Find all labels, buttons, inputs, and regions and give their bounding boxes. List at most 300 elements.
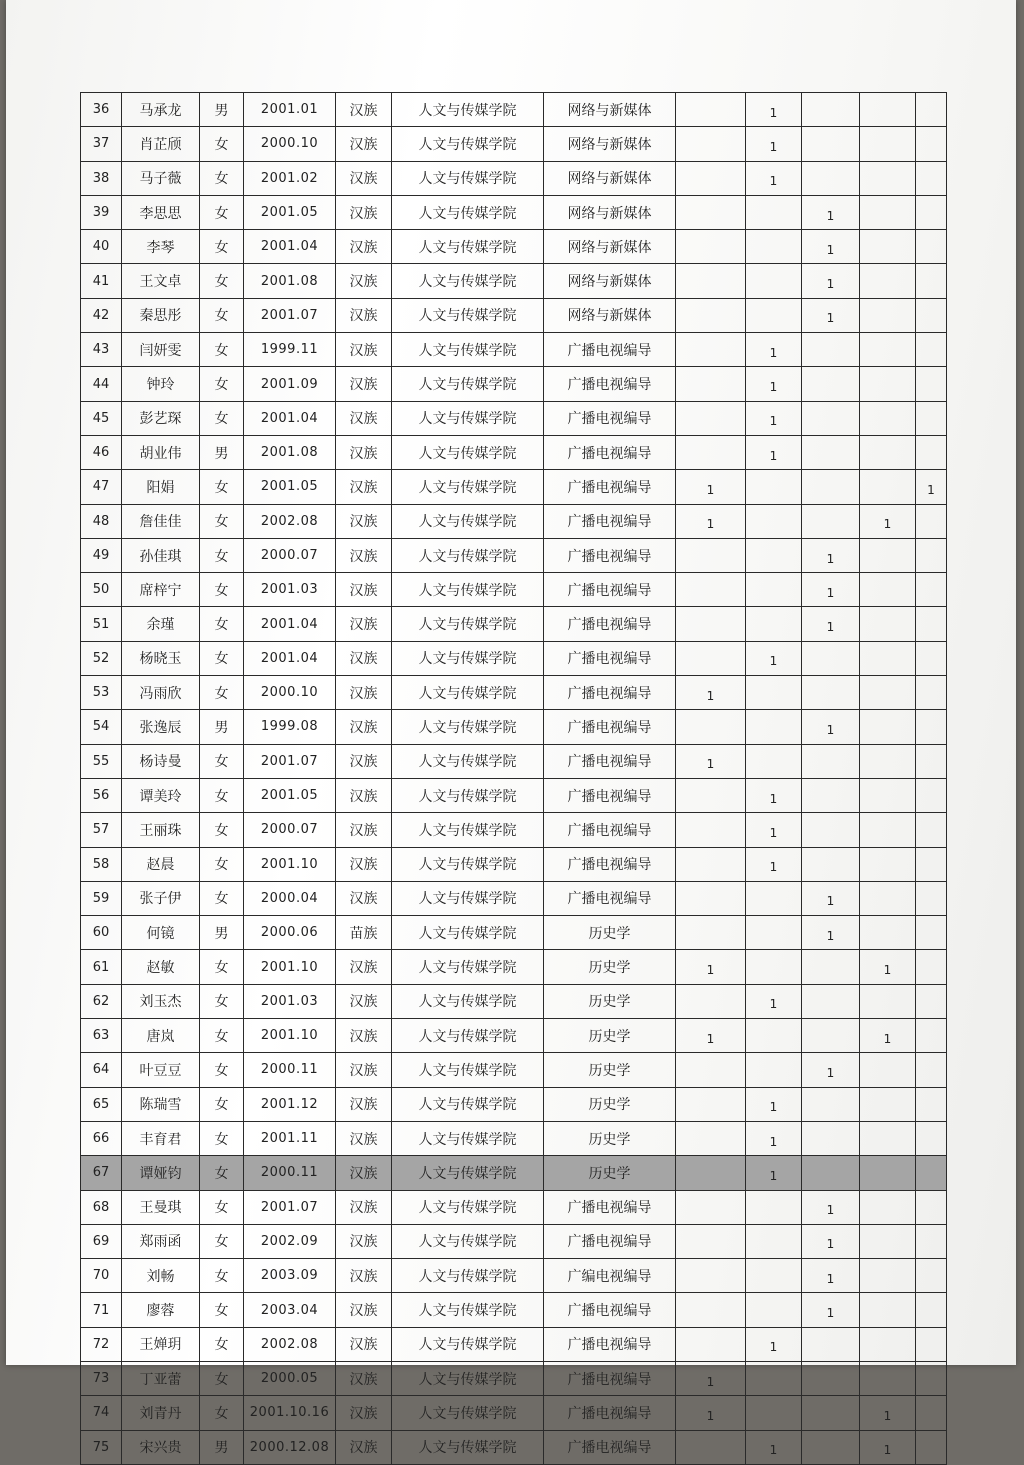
mark-col-4 xyxy=(860,127,916,161)
student-gender: 女 xyxy=(200,813,244,847)
college-name: 人文与传媒学院 xyxy=(392,881,544,915)
mark-col-2: 1 xyxy=(746,367,802,401)
mark-col-4 xyxy=(860,470,916,504)
mark-col-2 xyxy=(746,1396,802,1430)
mark-col-4 xyxy=(860,333,916,367)
mark-col-4 xyxy=(860,813,916,847)
birth-date: 2001.10 xyxy=(244,847,336,881)
table-row xyxy=(81,1087,947,1121)
major-name: 网络与新媒体 xyxy=(544,298,676,332)
student-name: 李思思 xyxy=(122,195,200,229)
mark-col-5 xyxy=(916,676,947,710)
mark-col-5 xyxy=(916,264,947,298)
ethnicity: 汉族 xyxy=(336,93,392,127)
mark-col-3 xyxy=(802,676,860,710)
mark-col-1 xyxy=(676,847,746,881)
major-name: 广播电视编导 xyxy=(544,1224,676,1258)
major-name: 广播电视编导 xyxy=(544,778,676,812)
mark-col-3 xyxy=(802,1396,860,1430)
student-name: 席梓宁 xyxy=(122,573,200,607)
mark-col-5 xyxy=(916,1430,947,1464)
mark-col-5 xyxy=(916,1121,947,1155)
student-gender: 女 xyxy=(200,676,244,710)
mark-col-4 xyxy=(860,538,916,572)
mark-col-3: 1 xyxy=(802,710,860,744)
ethnicity: 汉族 xyxy=(336,298,392,332)
birth-date: 2001.09 xyxy=(244,367,336,401)
student-name: 刘畅 xyxy=(122,1259,200,1293)
student-gender: 男 xyxy=(200,916,244,950)
mark-col-3: 1 xyxy=(802,1259,860,1293)
mark-col-1: 1 xyxy=(676,744,746,778)
table-row xyxy=(81,676,947,710)
birth-date: 2001.05 xyxy=(244,778,336,812)
row-number: 64 xyxy=(81,1053,122,1087)
mark-col-3 xyxy=(802,161,860,195)
mark-col-4 xyxy=(860,1259,916,1293)
table-row xyxy=(81,230,947,264)
mark-col-3 xyxy=(802,504,860,538)
mark-col-1 xyxy=(676,333,746,367)
mark-col-5 xyxy=(916,1019,947,1053)
student-gender: 女 xyxy=(200,161,244,195)
student-name: 詹佳佳 xyxy=(122,504,200,538)
major-name: 网络与新媒体 xyxy=(544,264,676,298)
student-gender: 女 xyxy=(200,1361,244,1395)
mark-col-3 xyxy=(802,1361,860,1395)
mark-col-3 xyxy=(802,847,860,881)
mark-col-4 xyxy=(860,230,916,264)
college-name: 人文与传媒学院 xyxy=(392,470,544,504)
major-name: 广播电视编导 xyxy=(544,1190,676,1224)
student-gender: 女 xyxy=(200,264,244,298)
mark-col-1 xyxy=(676,1121,746,1155)
college-name: 人文与传媒学院 xyxy=(392,573,544,607)
birth-date: 2001.07 xyxy=(244,744,336,778)
mark-col-3 xyxy=(802,1327,860,1361)
birth-date: 2000.12.08 xyxy=(244,1430,336,1464)
mark-col-3 xyxy=(802,1121,860,1155)
mark-col-3 xyxy=(802,333,860,367)
mark-col-2 xyxy=(746,1361,802,1395)
birth-date: 2001.01 xyxy=(244,93,336,127)
college-name: 人文与传媒学院 xyxy=(392,1396,544,1430)
table-row xyxy=(81,401,947,435)
table-row xyxy=(81,504,947,538)
mark-col-2: 1 xyxy=(746,1087,802,1121)
mark-col-5 xyxy=(916,573,947,607)
mark-col-5 xyxy=(916,710,947,744)
mark-col-4 xyxy=(860,641,916,675)
mark-col-4 xyxy=(860,435,916,469)
student-name: 郑雨函 xyxy=(122,1224,200,1258)
student-gender: 女 xyxy=(200,1224,244,1258)
mark-col-1 xyxy=(676,1430,746,1464)
student-name: 彭艺琛 xyxy=(122,401,200,435)
birth-date: 2001.04 xyxy=(244,641,336,675)
mark-col-2 xyxy=(746,538,802,572)
mark-col-3 xyxy=(802,470,860,504)
mark-col-5 xyxy=(916,1327,947,1361)
mark-col-5 xyxy=(916,641,947,675)
row-number: 72 xyxy=(81,1327,122,1361)
mark-col-4 xyxy=(860,93,916,127)
mark-col-4 xyxy=(860,847,916,881)
student-gender: 女 xyxy=(200,1121,244,1155)
mark-col-1 xyxy=(676,367,746,401)
table-row xyxy=(81,744,947,778)
college-name: 人文与传媒学院 xyxy=(392,195,544,229)
mark-col-3: 1 xyxy=(802,298,860,332)
row-number: 43 xyxy=(81,333,122,367)
mark-col-4 xyxy=(860,1327,916,1361)
student-gender: 女 xyxy=(200,1396,244,1430)
ethnicity: 汉族 xyxy=(336,195,392,229)
mark-col-5 xyxy=(916,435,947,469)
major-name: 广播电视编导 xyxy=(544,710,676,744)
mark-col-1 xyxy=(676,264,746,298)
mark-col-4 xyxy=(860,573,916,607)
row-number: 55 xyxy=(81,744,122,778)
mark-col-4 xyxy=(860,195,916,229)
mark-col-1 xyxy=(676,161,746,195)
college-name: 人文与传媒学院 xyxy=(392,1190,544,1224)
row-number: 68 xyxy=(81,1190,122,1224)
mark-col-1 xyxy=(676,641,746,675)
table-row xyxy=(81,778,947,812)
college-name: 人文与传媒学院 xyxy=(392,676,544,710)
mark-col-3: 1 xyxy=(802,264,860,298)
mark-col-1 xyxy=(676,813,746,847)
table-row xyxy=(81,1190,947,1224)
ethnicity: 汉族 xyxy=(336,1121,392,1155)
mark-col-2 xyxy=(746,1019,802,1053)
college-name: 人文与传媒学院 xyxy=(392,1361,544,1395)
mark-col-1 xyxy=(676,435,746,469)
ethnicity: 汉族 xyxy=(336,1087,392,1121)
birth-date: 2001.04 xyxy=(244,401,336,435)
birth-date: 2001.03 xyxy=(244,573,336,607)
table-row xyxy=(81,916,947,950)
ethnicity: 汉族 xyxy=(336,401,392,435)
ethnicity: 汉族 xyxy=(336,607,392,641)
row-number: 41 xyxy=(81,264,122,298)
row-number: 39 xyxy=(81,195,122,229)
row-number: 38 xyxy=(81,161,122,195)
ethnicity: 汉族 xyxy=(336,847,392,881)
mark-col-2: 1 xyxy=(746,127,802,161)
birth-date: 2000.06 xyxy=(244,916,336,950)
row-number: 58 xyxy=(81,847,122,881)
ethnicity: 汉族 xyxy=(336,230,392,264)
row-number: 60 xyxy=(81,916,122,950)
table-row xyxy=(81,470,947,504)
mark-col-4 xyxy=(860,1053,916,1087)
mark-col-3 xyxy=(802,401,860,435)
college-name: 人文与传媒学院 xyxy=(392,1156,544,1190)
mark-col-1 xyxy=(676,710,746,744)
mark-col-3 xyxy=(802,1087,860,1121)
mark-col-5 xyxy=(916,1396,947,1430)
college-name: 人文与传媒学院 xyxy=(392,504,544,538)
mark-col-4 xyxy=(860,676,916,710)
mark-col-5 xyxy=(916,538,947,572)
major-name: 历史学 xyxy=(544,1019,676,1053)
row-number: 48 xyxy=(81,504,122,538)
student-name: 张逸辰 xyxy=(122,710,200,744)
mark-col-4 xyxy=(860,881,916,915)
mark-col-2: 1 xyxy=(746,1121,802,1155)
row-number: 59 xyxy=(81,881,122,915)
mark-col-2 xyxy=(746,470,802,504)
ethnicity: 汉族 xyxy=(336,1019,392,1053)
mark-col-2: 1 xyxy=(746,435,802,469)
student-gender: 女 xyxy=(200,195,244,229)
student-name: 冯雨欣 xyxy=(122,676,200,710)
ethnicity: 汉族 xyxy=(336,504,392,538)
row-number: 49 xyxy=(81,538,122,572)
birth-date: 2001.04 xyxy=(244,607,336,641)
row-number: 75 xyxy=(81,1430,122,1464)
ethnicity: 汉族 xyxy=(336,813,392,847)
student-table-wrap xyxy=(80,92,946,1465)
student-name: 张子伊 xyxy=(122,881,200,915)
student-gender: 女 xyxy=(200,230,244,264)
mark-col-3: 1 xyxy=(802,195,860,229)
mark-col-3 xyxy=(802,367,860,401)
college-name: 人文与传媒学院 xyxy=(392,813,544,847)
mark-col-2: 1 xyxy=(746,813,802,847)
mark-col-3 xyxy=(802,1430,860,1464)
table-row xyxy=(81,1224,947,1258)
student-gender: 男 xyxy=(200,1430,244,1464)
mark-col-3: 1 xyxy=(802,1293,860,1327)
mark-col-1: 1 xyxy=(676,1361,746,1395)
student-gender: 女 xyxy=(200,641,244,675)
college-name: 人文与传媒学院 xyxy=(392,127,544,161)
row-number: 61 xyxy=(81,950,122,984)
college-name: 人文与传媒学院 xyxy=(392,1019,544,1053)
table-row xyxy=(81,93,947,127)
student-gender: 女 xyxy=(200,984,244,1018)
mark-col-5 xyxy=(916,333,947,367)
major-name: 广播电视编导 xyxy=(544,847,676,881)
college-name: 人文与传媒学院 xyxy=(392,778,544,812)
table-row xyxy=(81,710,947,744)
row-number: 50 xyxy=(81,573,122,607)
table-row xyxy=(81,881,947,915)
mark-col-4 xyxy=(860,744,916,778)
mark-col-1 xyxy=(676,538,746,572)
major-name: 历史学 xyxy=(544,1087,676,1121)
mark-col-1 xyxy=(676,298,746,332)
mark-col-1 xyxy=(676,230,746,264)
birth-date: 2001.07 xyxy=(244,298,336,332)
mark-col-3 xyxy=(802,778,860,812)
mark-col-2: 1 xyxy=(746,778,802,812)
ethnicity: 汉族 xyxy=(336,1053,392,1087)
table-row xyxy=(81,847,947,881)
major-name: 历史学 xyxy=(544,1121,676,1155)
student-name: 赵敏 xyxy=(122,950,200,984)
mark-col-3 xyxy=(802,127,860,161)
mark-col-2 xyxy=(746,264,802,298)
ethnicity: 汉族 xyxy=(336,1224,392,1258)
major-name: 广播电视编导 xyxy=(544,470,676,504)
mark-col-4 xyxy=(860,161,916,195)
student-name: 谭娅钧 xyxy=(122,1156,200,1190)
ethnicity: 汉族 xyxy=(336,435,392,469)
mark-col-2 xyxy=(746,1293,802,1327)
mark-col-5 xyxy=(916,1259,947,1293)
student-name: 余瑾 xyxy=(122,607,200,641)
major-name: 广播电视编导 xyxy=(544,435,676,469)
student-name: 孙佳琪 xyxy=(122,538,200,572)
mark-col-3 xyxy=(802,435,860,469)
mark-col-1 xyxy=(676,1190,746,1224)
college-name: 人文与传媒学院 xyxy=(392,1121,544,1155)
student-gender: 女 xyxy=(200,573,244,607)
table-row xyxy=(81,1430,947,1464)
ethnicity: 苗族 xyxy=(336,916,392,950)
mark-col-3 xyxy=(802,1019,860,1053)
college-name: 人文与传媒学院 xyxy=(392,161,544,195)
major-name: 广播电视编导 xyxy=(544,538,676,572)
table-row xyxy=(81,1361,947,1395)
ethnicity: 汉族 xyxy=(336,367,392,401)
student-gender: 男 xyxy=(200,435,244,469)
student-name: 马承龙 xyxy=(122,93,200,127)
major-name: 历史学 xyxy=(544,1053,676,1087)
college-name: 人文与传媒学院 xyxy=(392,916,544,950)
mark-col-1 xyxy=(676,1156,746,1190)
college-name: 人文与传媒学院 xyxy=(392,298,544,332)
ethnicity: 汉族 xyxy=(336,710,392,744)
mark-col-1: 1 xyxy=(676,1396,746,1430)
mark-col-2: 1 xyxy=(746,93,802,127)
table-row xyxy=(81,1396,947,1430)
ethnicity: 汉族 xyxy=(336,984,392,1018)
student-name: 刘青丹 xyxy=(122,1396,200,1430)
college-name: 人文与传媒学院 xyxy=(392,1087,544,1121)
college-name: 人文与传媒学院 xyxy=(392,641,544,675)
mark-col-3 xyxy=(802,984,860,1018)
birth-date: 2000.11 xyxy=(244,1156,336,1190)
mark-col-1: 1 xyxy=(676,504,746,538)
college-name: 人文与传媒学院 xyxy=(392,1293,544,1327)
student-gender: 女 xyxy=(200,333,244,367)
row-number: 70 xyxy=(81,1259,122,1293)
major-name: 广播电视编导 xyxy=(544,333,676,367)
college-name: 人文与传媒学院 xyxy=(392,984,544,1018)
mark-col-5 xyxy=(916,778,947,812)
mark-col-2: 1 xyxy=(746,1430,802,1464)
row-number: 52 xyxy=(81,641,122,675)
row-number: 74 xyxy=(81,1396,122,1430)
row-number: 36 xyxy=(81,93,122,127)
student-name: 廖蓉 xyxy=(122,1293,200,1327)
college-name: 人文与传媒学院 xyxy=(392,1224,544,1258)
mark-col-5 xyxy=(916,607,947,641)
major-name: 广播电视编导 xyxy=(544,676,676,710)
major-name: 广播电视编导 xyxy=(544,1327,676,1361)
student-gender: 男 xyxy=(200,93,244,127)
mark-col-5 xyxy=(916,1087,947,1121)
mark-col-1 xyxy=(676,127,746,161)
student-name: 陈瑞雪 xyxy=(122,1087,200,1121)
student-gender: 女 xyxy=(200,950,244,984)
birth-date: 2000.07 xyxy=(244,538,336,572)
student-name: 王曼琪 xyxy=(122,1190,200,1224)
college-name: 人文与传媒学院 xyxy=(392,1430,544,1464)
college-name: 人文与传媒学院 xyxy=(392,367,544,401)
ethnicity: 汉族 xyxy=(336,1430,392,1464)
student-name: 王丽珠 xyxy=(122,813,200,847)
mark-col-3 xyxy=(802,1156,860,1190)
ethnicity: 汉族 xyxy=(336,573,392,607)
student-name: 刘玉杰 xyxy=(122,984,200,1018)
row-number: 71 xyxy=(81,1293,122,1327)
student-name: 胡业伟 xyxy=(122,435,200,469)
birth-date: 2001.08 xyxy=(244,264,336,298)
ethnicity: 汉族 xyxy=(336,881,392,915)
mark-col-4 xyxy=(860,298,916,332)
table-row xyxy=(81,984,947,1018)
student-name: 闫妍雯 xyxy=(122,333,200,367)
table-row xyxy=(81,195,947,229)
college-name: 人文与传媒学院 xyxy=(392,230,544,264)
college-name: 人文与传媒学院 xyxy=(392,93,544,127)
major-name: 网络与新媒体 xyxy=(544,195,676,229)
birth-date: 1999.08 xyxy=(244,710,336,744)
college-name: 人文与传媒学院 xyxy=(392,710,544,744)
mark-col-3: 1 xyxy=(802,230,860,264)
ethnicity: 汉族 xyxy=(336,950,392,984)
student-gender: 女 xyxy=(200,1053,244,1087)
table-row xyxy=(81,641,947,675)
row-number: 45 xyxy=(81,401,122,435)
ethnicity: 汉族 xyxy=(336,1259,392,1293)
ethnicity: 汉族 xyxy=(336,333,392,367)
mark-col-4: 1 xyxy=(860,1019,916,1053)
mark-col-3 xyxy=(802,93,860,127)
birth-date: 2001.03 xyxy=(244,984,336,1018)
table-row xyxy=(81,435,947,469)
major-name: 历史学 xyxy=(544,984,676,1018)
student-gender: 女 xyxy=(200,538,244,572)
college-name: 人文与传媒学院 xyxy=(392,847,544,881)
mark-col-4 xyxy=(860,984,916,1018)
mark-col-1 xyxy=(676,573,746,607)
table-row xyxy=(81,1293,947,1327)
table-row xyxy=(81,538,947,572)
student-gender: 女 xyxy=(200,744,244,778)
student-name: 秦思彤 xyxy=(122,298,200,332)
mark-col-1: 1 xyxy=(676,950,746,984)
mark-col-1 xyxy=(676,93,746,127)
mark-col-2: 1 xyxy=(746,161,802,195)
mark-col-2 xyxy=(746,195,802,229)
mark-col-5 xyxy=(916,881,947,915)
ethnicity: 汉族 xyxy=(336,1293,392,1327)
mark-col-3 xyxy=(802,813,860,847)
mark-col-3: 1 xyxy=(802,1053,860,1087)
birth-date: 2000.05 xyxy=(244,1361,336,1395)
college-name: 人文与传媒学院 xyxy=(392,333,544,367)
mark-col-2 xyxy=(746,916,802,950)
student-name: 赵晨 xyxy=(122,847,200,881)
mark-col-4 xyxy=(860,1121,916,1155)
